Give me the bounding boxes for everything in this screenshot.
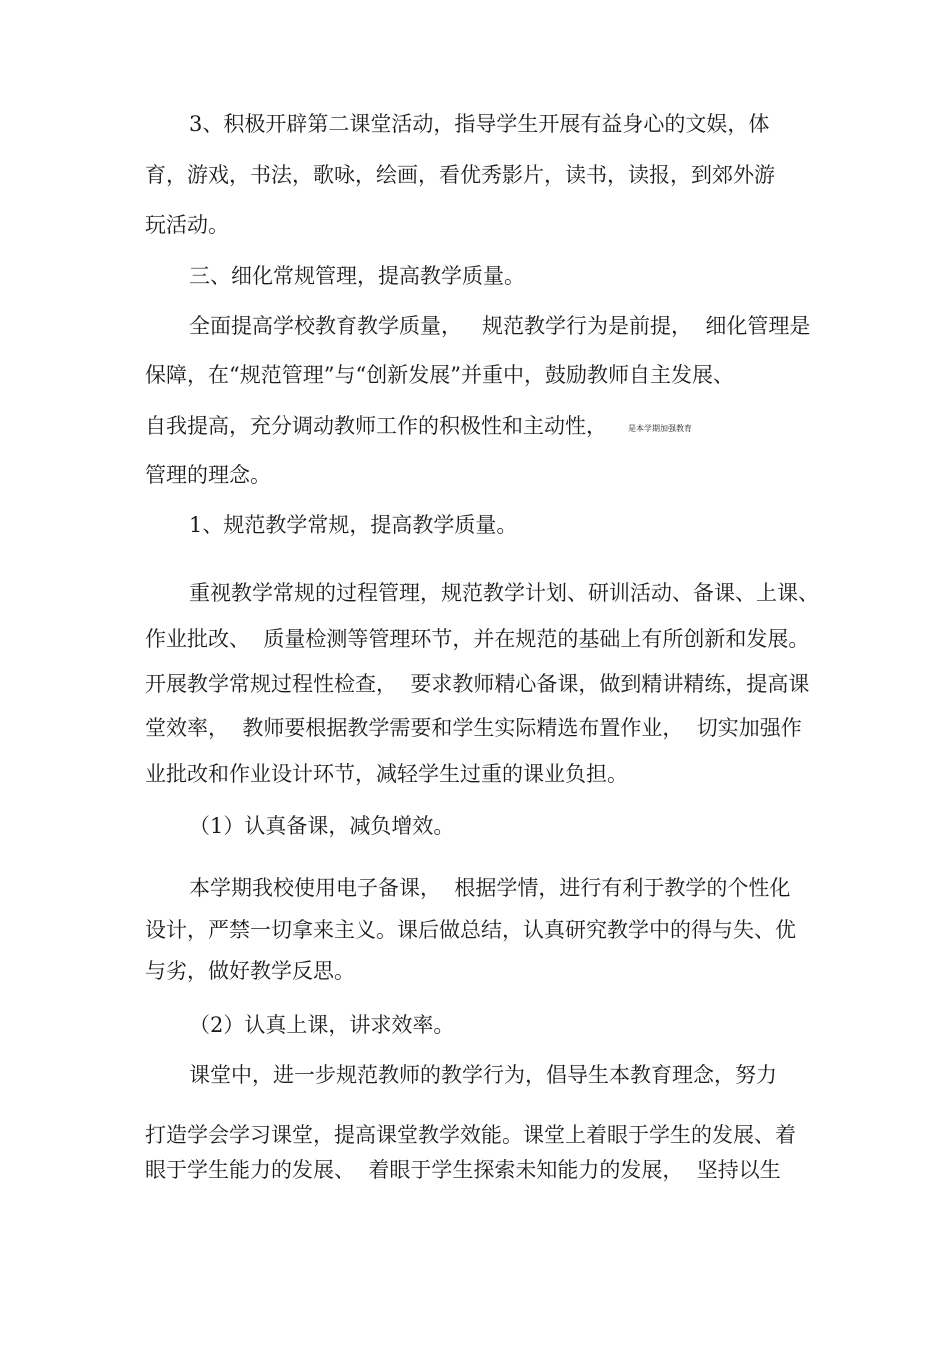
subsection-heading: 1、规范教学常规，提高教学质量。 xyxy=(189,513,518,537)
text-line: 业批改和作业设计环节，减轻学生过重的课业负担。 xyxy=(145,762,628,786)
section-heading: 三、细化常规管理，提高教学质量。 xyxy=(189,264,525,288)
text-line: 本学期我校使用电子备课， 根据学情，进行有利于教学的个性化 xyxy=(189,876,791,900)
text-line: 开展教学常规过程性检查， 要求教师精心备课，做到精讲精练，提高课 xyxy=(145,672,810,696)
text-line: 全面提高学校教育教学质量， 规范教学行为是前提， 细化管理是 xyxy=(189,314,811,338)
text-line: 与劣，做好教学反思。 xyxy=(145,959,355,983)
small-text-fragment: 是本学期加强教育 xyxy=(628,424,692,433)
text-line: 自我提高，充分调动教师工作的积极性和主动性， xyxy=(145,414,607,438)
subsection-heading: （1）认真备课，减负增效。 xyxy=(189,814,455,838)
subsection-heading: （2）认真上课，讲求效率。 xyxy=(189,1013,455,1037)
text-line: 3、积极开辟第二课堂活动，指导学生开展有益身心的文娱，体 xyxy=(189,112,770,136)
text-line: 设计，严禁一切拿来主义。课后做总结，认真研究教学中的得与失、优 xyxy=(145,918,796,942)
text-line: 作业批改、 质量检测等管理环节，并在规范的基础上有所创新和发展。 xyxy=(145,627,810,651)
text-line: 玩活动。 xyxy=(145,213,229,237)
text-line: 课堂中，进一步规范教师的教学行为，倡导生本教育理念，努力 xyxy=(189,1063,777,1087)
text-line: 眼于学生能力的发展、 着眼于学生探索未知能力的发展， 坚持以生 xyxy=(145,1158,781,1182)
text-line: 育，游戏，书法，歌咏，绘画，看优秀影片，读书，读报，到郊外游 xyxy=(145,163,775,187)
text-line: 管理的理念。 xyxy=(145,463,271,487)
text-line: 堂效率， 教师要根据教学需要和学生实际精选布置作业， 切实加强作 xyxy=(145,716,802,740)
text-line: 保障，在“规范管理”与“创新发展”并重中，鼓励教师自主发展、 xyxy=(145,363,734,387)
text-line: 打造学会学习课堂，提高课堂教学效能。课堂上着眼于学生的发展、着 xyxy=(145,1123,796,1147)
text-line: 重视教学常规的过程管理，规范教学计划、研训活动、备课、上课、 xyxy=(189,581,819,605)
